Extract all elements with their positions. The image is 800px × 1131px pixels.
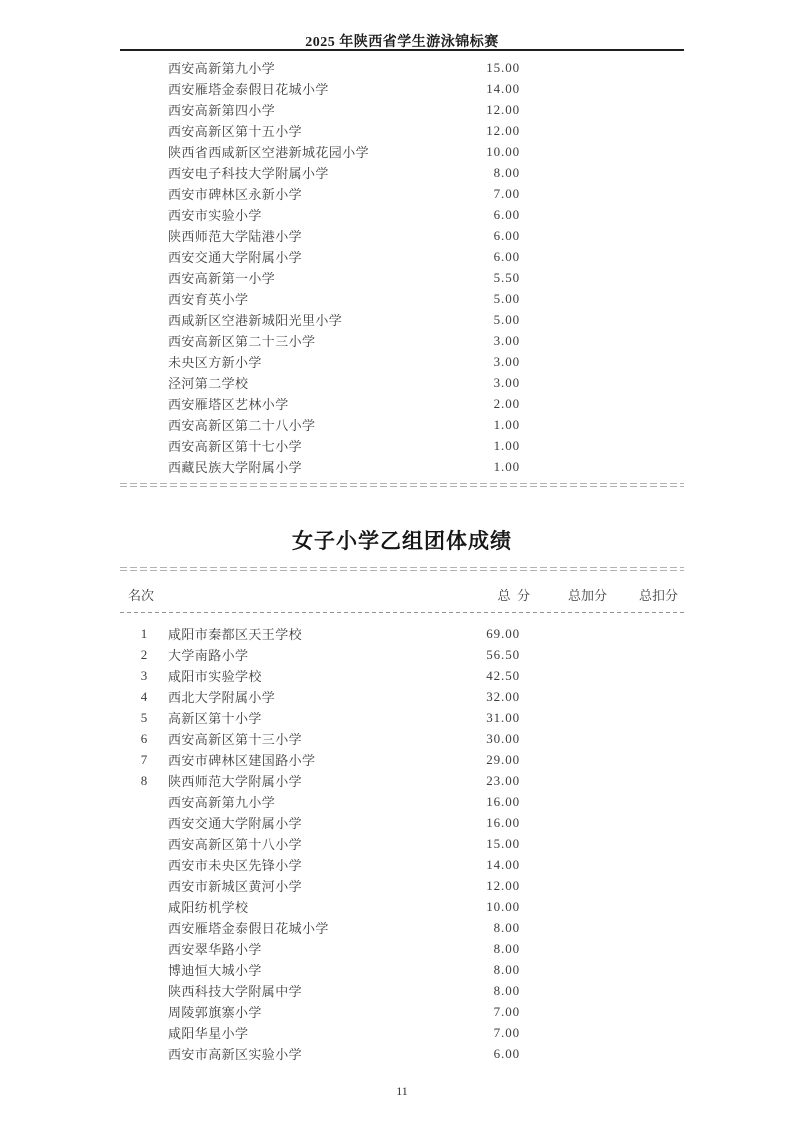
school-name-cell: 泾河第二学校 bbox=[168, 376, 249, 391]
rank-cell: 7 bbox=[140, 751, 148, 767]
school-name-cell: 西安市碑林区永新小学 bbox=[168, 187, 303, 202]
header-underline-separator bbox=[120, 612, 684, 613]
total-score-cell: 31.00 bbox=[486, 709, 520, 725]
table-header-row bbox=[120, 583, 684, 604]
table-row bbox=[120, 120, 684, 141]
school-name-cell: 西安电子科技大学附属小学 bbox=[168, 166, 329, 181]
total-score-cell: 10.00 bbox=[486, 898, 520, 914]
school-name-cell: 咸阳华星小学 bbox=[168, 1026, 249, 1041]
school-name-cell: 西安高新区第二十三小学 bbox=[168, 334, 316, 349]
table-row bbox=[120, 351, 684, 372]
rank-cell: 2 bbox=[140, 646, 148, 662]
school-name-cell: 咸阳纺机学校 bbox=[168, 900, 249, 915]
table-row bbox=[120, 435, 684, 456]
total-score-cell: 3.00 bbox=[493, 374, 520, 390]
school-name-cell: 咸阳市实验学校 bbox=[168, 669, 262, 684]
table-row bbox=[120, 372, 684, 393]
table-row bbox=[120, 99, 684, 120]
school-name-cell: 西安市新城区黄河小学 bbox=[168, 879, 303, 894]
school-name-cell: 西安育英小学 bbox=[168, 292, 249, 307]
school-name-cell: 陕西师范大学陆港小学 bbox=[168, 229, 303, 244]
table-row bbox=[120, 854, 684, 875]
school-name-cell: 咸阳市秦都区天王学校 bbox=[168, 627, 303, 642]
table-row bbox=[120, 980, 684, 1001]
school-name-cell: 西安交通大学附属小学 bbox=[168, 250, 303, 265]
total-score-cell: 7.00 bbox=[493, 1003, 520, 1019]
table-row bbox=[120, 833, 684, 854]
school-name-cell: 西藏民族大学附属小学 bbox=[168, 460, 303, 475]
rank-cell: 5 bbox=[140, 709, 148, 725]
total-score-cell: 6.00 bbox=[493, 206, 520, 222]
school-name-cell: 博迪恒大城小学 bbox=[168, 963, 262, 978]
column-header-rank: 名次 bbox=[128, 588, 155, 603]
table-end-separator bbox=[120, 483, 684, 488]
table-row bbox=[120, 938, 684, 959]
total-score-cell: 32.00 bbox=[486, 688, 520, 704]
table-row bbox=[120, 288, 684, 309]
rank-cell: 3 bbox=[140, 667, 148, 683]
total-score-cell: 5.00 bbox=[493, 311, 520, 327]
continuation-results-table bbox=[120, 57, 684, 477]
table-row bbox=[120, 78, 684, 99]
table-row bbox=[120, 183, 684, 204]
table-row bbox=[120, 456, 684, 477]
school-name-cell: 西安高新区第十七小学 bbox=[168, 439, 303, 454]
total-score-cell: 7.00 bbox=[493, 185, 520, 201]
table-row bbox=[120, 791, 684, 812]
school-name-cell: 西安市实验小学 bbox=[168, 208, 262, 223]
school-name-cell: 西安高新第九小学 bbox=[168, 795, 276, 810]
school-name-cell: 西安高新第九小学 bbox=[168, 61, 276, 76]
total-score-cell: 10.00 bbox=[486, 143, 520, 159]
total-score-cell: 8.00 bbox=[493, 940, 520, 956]
school-name-cell: 西咸新区空港新城阳光里小学 bbox=[168, 313, 343, 328]
total-score-cell: 23.00 bbox=[486, 772, 520, 788]
document-header-title: 2025 年陕西省学生游泳锦标赛 bbox=[305, 35, 499, 50]
table-row bbox=[120, 246, 684, 267]
rank-cell: 1 bbox=[140, 625, 148, 641]
column-header-total-deduction: 总扣分 bbox=[638, 588, 678, 603]
table-row bbox=[120, 812, 684, 833]
school-name-cell: 西安市未央区先锋小学 bbox=[168, 858, 303, 873]
school-name-cell: 西安高新第四小学 bbox=[168, 103, 276, 118]
school-name-cell: 陕西省西咸新区空港新城花园小学 bbox=[168, 145, 370, 160]
table-row bbox=[120, 225, 684, 246]
total-score-cell: 3.00 bbox=[493, 353, 520, 369]
school-name-cell: 周陵郭旗寨小学 bbox=[168, 1005, 262, 1020]
school-name-cell: 大学南路小学 bbox=[168, 648, 249, 663]
table-row bbox=[120, 749, 684, 770]
table-row bbox=[120, 728, 684, 749]
table-row bbox=[120, 917, 684, 938]
school-name-cell: 西安高新区第二十八小学 bbox=[168, 418, 316, 433]
total-score-cell: 6.00 bbox=[493, 248, 520, 264]
total-score-cell: 6.00 bbox=[493, 1045, 520, 1061]
total-score-cell: 15.00 bbox=[486, 835, 520, 851]
girls-primary-b-results-table bbox=[120, 623, 684, 1064]
table-row bbox=[120, 686, 684, 707]
table-row bbox=[120, 1022, 684, 1043]
table-row bbox=[120, 330, 684, 351]
total-score-cell: 14.00 bbox=[486, 856, 520, 872]
table-row bbox=[120, 665, 684, 686]
school-name-cell: 西安翠华路小学 bbox=[168, 942, 262, 957]
school-name-cell: 西安高新区第十三小学 bbox=[168, 732, 303, 747]
school-name-cell: 西北大学附属小学 bbox=[168, 690, 276, 705]
total-score-cell: 1.00 bbox=[493, 416, 520, 432]
table-row bbox=[120, 1043, 684, 1064]
school-name-cell: 高新区第十小学 bbox=[168, 711, 262, 726]
total-score-cell: 12.00 bbox=[486, 877, 520, 893]
total-score-cell: 8.00 bbox=[493, 164, 520, 180]
total-score-cell: 1.00 bbox=[493, 437, 520, 453]
total-score-cell: 7.00 bbox=[493, 1024, 520, 1040]
total-score-cell: 14.00 bbox=[486, 80, 520, 96]
school-name-cell: 西安高新第一小学 bbox=[168, 271, 276, 286]
table-row bbox=[120, 959, 684, 980]
table-row bbox=[120, 309, 684, 330]
school-name-cell: 陕西师范大学附属小学 bbox=[168, 774, 303, 789]
column-header-total-score: 总 分 bbox=[497, 588, 530, 603]
school-name-cell: 西安市高新区实验小学 bbox=[168, 1047, 303, 1062]
school-name-cell: 西安高新区第十五小学 bbox=[168, 124, 303, 139]
table-row bbox=[120, 623, 684, 644]
rank-cell: 6 bbox=[140, 730, 148, 746]
total-score-cell: 56.50 bbox=[486, 646, 520, 662]
table-row bbox=[120, 414, 684, 435]
table-row bbox=[120, 707, 684, 728]
school-name-cell: 西安雁塔区艺林小学 bbox=[168, 397, 289, 412]
total-score-cell: 69.00 bbox=[486, 625, 520, 641]
school-name-cell: 西安市碑林区建国路小学 bbox=[168, 753, 316, 768]
table-row bbox=[120, 875, 684, 896]
table-row bbox=[120, 770, 684, 791]
school-name-cell: 西安雁塔金泰假日花城小学 bbox=[168, 82, 329, 97]
total-score-cell: 29.00 bbox=[486, 751, 520, 767]
rank-cell: 4 bbox=[140, 688, 148, 704]
school-name-cell: 西安雁塔金泰假日花城小学 bbox=[168, 921, 329, 936]
table-row bbox=[120, 267, 684, 288]
total-score-cell: 1.00 bbox=[493, 458, 520, 474]
table-row bbox=[120, 162, 684, 183]
column-header-total-bonus: 总加分 bbox=[567, 588, 607, 603]
school-name-cell: 西安高新区第十八小学 bbox=[168, 837, 303, 852]
total-score-cell: 5.50 bbox=[493, 269, 520, 285]
total-score-cell: 42.50 bbox=[486, 667, 520, 683]
total-score-cell: 8.00 bbox=[493, 919, 520, 935]
total-score-cell: 8.00 bbox=[493, 982, 520, 998]
page-number: 11 bbox=[396, 1084, 408, 1098]
table-row bbox=[120, 644, 684, 665]
total-score-cell: 16.00 bbox=[486, 814, 520, 830]
total-score-cell: 12.00 bbox=[486, 122, 520, 138]
total-score-cell: 2.00 bbox=[493, 395, 520, 411]
total-score-cell: 6.00 bbox=[493, 227, 520, 243]
table-row bbox=[120, 1001, 684, 1022]
section-title: 女子小学乙组团体成绩 bbox=[292, 530, 512, 553]
total-score-cell: 12.00 bbox=[486, 101, 520, 117]
total-score-cell: 5.00 bbox=[493, 290, 520, 306]
total-score-cell: 15.00 bbox=[486, 59, 520, 75]
total-score-cell: 16.00 bbox=[486, 793, 520, 809]
table-row bbox=[120, 896, 684, 917]
school-name-cell: 陕西科技大学附属中学 bbox=[168, 984, 303, 999]
total-score-cell: 8.00 bbox=[493, 961, 520, 977]
table-row bbox=[120, 141, 684, 162]
header-rule bbox=[120, 49, 684, 51]
school-name-cell: 未央区方新小学 bbox=[168, 355, 262, 370]
total-score-cell: 30.00 bbox=[486, 730, 520, 746]
table-row bbox=[120, 393, 684, 414]
rank-cell: 8 bbox=[140, 772, 148, 788]
table-start-separator bbox=[120, 567, 684, 572]
table-row bbox=[120, 57, 684, 78]
table-row bbox=[120, 204, 684, 225]
school-name-cell: 西安交通大学附属小学 bbox=[168, 816, 303, 831]
total-score-cell: 3.00 bbox=[493, 332, 520, 348]
